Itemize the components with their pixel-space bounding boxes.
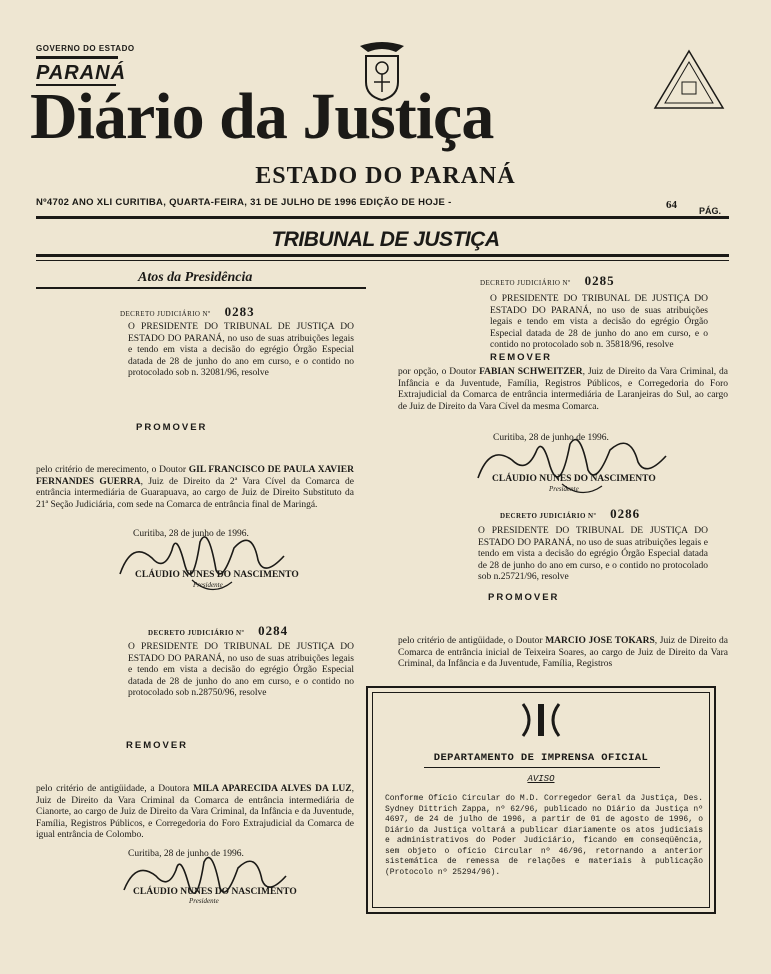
imprensa-oficial-logo-icon	[521, 702, 561, 738]
signature-place-date: Curitiba, 28 de junho de 1996.	[128, 849, 244, 859]
decree-header	[120, 303, 255, 321]
masthead-subtitle: ESTADO DO PARANÁ	[255, 163, 516, 189]
decree-action: REMOVER	[126, 740, 189, 751]
divider	[36, 254, 729, 257]
notice-title: AVISO	[527, 774, 555, 784]
signer-title: Presidente	[549, 485, 579, 493]
decree-header	[148, 622, 288, 640]
divider	[36, 56, 118, 59]
decree-label: DECRETO JUDICIÁRIO Nº	[148, 629, 245, 637]
signer-name: CLÁUDIO NUNES DO NASCIMENTO	[135, 570, 299, 580]
decree-body: por opção, o Doutor FABIAN SCHWEITZER, Juiz de Direito da Vara Criminal, da Infância e da Juventude, Família, Registros Públicos, e Corregedoria do Foro Extrajudicial da Comarca de entrância intermediária de Laranjeiras do Sul, ao cargo de Juiz de Direito da Vara Cível da mesma Comarca.	[398, 367, 728, 412]
decree-number: 0284	[258, 623, 289, 638]
decree-body: pelo critério de antigüidade, o Doutor MÁRCIO JOSÉ TOKARS, Juiz de Direito da Comarca de entrância inicial de Teixeira Soares, ao cargo de Juiz de Direito da Vara Criminal, da Infância e da Juventude, Família, Registros	[398, 636, 728, 669]
signer-name: CLÁUDIO NUNES DO NASCIMENTO	[492, 474, 656, 484]
masthead-title: Diário da Justiça	[30, 80, 494, 153]
divider	[36, 260, 729, 261]
page-count-label: PÁG.	[699, 206, 722, 216]
decree-intro: O PRESIDENTE DO TRIBUNAL DE JUSTIÇA DO ESTADO DO PARANÁ, no uso de suas atribuições legais e tendo em vista a decisão do egrégio Órgão Especial datada de 28 de junho do ano em curso, e o contido no protocolado sob n.28750/96, resolve	[128, 642, 354, 698]
decree-label: DECRETO JUDICIÁRIO Nº	[500, 512, 597, 520]
decree-intro: O PRESIDENTE DO TRIBUNAL DE JUSTIÇA DO ESTADO DO PARANÁ, no uso de suas atribuições legais e tendo em vista a decisão do egrégio Órgão Especial datada de 28 de junho do ano em curso, e o contido no protocolado sob n. 32081/96, resolve	[128, 322, 354, 378]
section-title: TRIBUNAL DE JUSTIÇA	[271, 228, 500, 251]
decree-body: pelo critério de antigüidade, a Doutora MILA APARECIDA ALVES DA LUZ, Juiz de Direito da Vara Criminal da Comarca de entrância intermediária de Cianorte, ao cargo de Juiz de Direito da Vara Criminal, da Infância e da Juventude, Família, Registros Públicos, e Corregedoria do Foro Extrajudicial da Comarca de igual entrância de Colombo.	[36, 784, 354, 840]
decree-label: DECRETO JUDICIÁRIO Nº	[120, 310, 211, 318]
state-logo: PARANÁ	[36, 62, 127, 84]
decree-body: pelo critério de merecimento, o Doutor GIL FRANCISCO DE PAULA XAVIER FERNANDES GUERRA, Juiz de Direito da 2ª Vara Cível da Comarca de entrância intermediária de Guarapuava, ao cargo de Juiz de Direito Substituto da 21ª Seção Judiciária, com sede na Comarca de entrância final de Maringá.	[36, 465, 355, 510]
government-label: GOVERNO DO ESTADO	[36, 44, 135, 53]
issue-line: Nº4702 ANO XLI CURITIBA, QUARTA-FEIRA, 31 DE JULHO DE 1996 EDIÇÃO DE HOJE -	[36, 197, 452, 208]
divider	[36, 287, 366, 289]
decree-header	[500, 505, 640, 523]
subsection-title: Atos da Presidência	[138, 270, 253, 285]
decree-number: 0285	[584, 273, 615, 288]
decree-header	[480, 272, 615, 290]
decree-intro: O PRESIDENTE DO TRIBUNAL DE JUSTIÇA DO ESTADO DO PARANÁ, no uso de suas atribuições legais e tendo em vista a decisão do egrégio Órgão Especial datada de 28 de junho do ano em curso, e o contido no protocolado sob n.25721/96, resolve	[478, 526, 708, 582]
signer-title: Presidente	[193, 581, 223, 589]
signature-place-date: Curitiba, 28 de junho de 1996.	[133, 529, 249, 539]
decree-label: DECRETO JUDICIÁRIO Nº	[480, 279, 571, 287]
decree-action: REMOVER	[490, 352, 553, 363]
department-title: DEPARTAMENTO DE IMPRENSA OFICIAL	[433, 752, 649, 764]
divider	[36, 216, 729, 219]
page-count: 64	[666, 199, 677, 211]
decree-action: PROMOVER	[136, 422, 208, 433]
signer-title: Presidente	[189, 897, 219, 905]
signature-place-date: Curitiba, 28 de junho de 1996.	[493, 433, 609, 443]
decree-action: PROMOVER	[488, 592, 560, 603]
decree-number: 0283	[224, 304, 255, 319]
signer-name: CLÁUDIO NUNES DO NASCIMENTO	[133, 887, 297, 897]
decree-number: 0286	[610, 506, 641, 521]
divider	[424, 767, 660, 768]
decree-intro: O PRESIDENTE DO TRIBUNAL DE JUSTIÇA DO ESTADO DO PARANÁ, no uso de suas atribuições legais e tendo em vista a decisão do egrégio Órgão Especial datada de 28 de junho do ano em curso, e o contido no protocolado sob n. 35818/96, resolve	[490, 294, 708, 350]
notice-text: Conforme Ofício Circular do M.D. Corregedor Geral da Justiça, Des. Sydney Dittrich Zappa, nº 62/96, publicado no Diário da Justiça nº 4697, de 24 de julho de 1996, a partir de 01 de agosto de 1996, o Diário da Justiça voltará a publicar diariamente os atos judiciais e administrativos do Poder Judiciário, ficando em conseqüência, sem objeto o ofício Circular nº 46/96, retornando a anterior sistemática de remessa de relações e materiais à publicação (Protocolo nº 25294/96).	[385, 794, 703, 877]
